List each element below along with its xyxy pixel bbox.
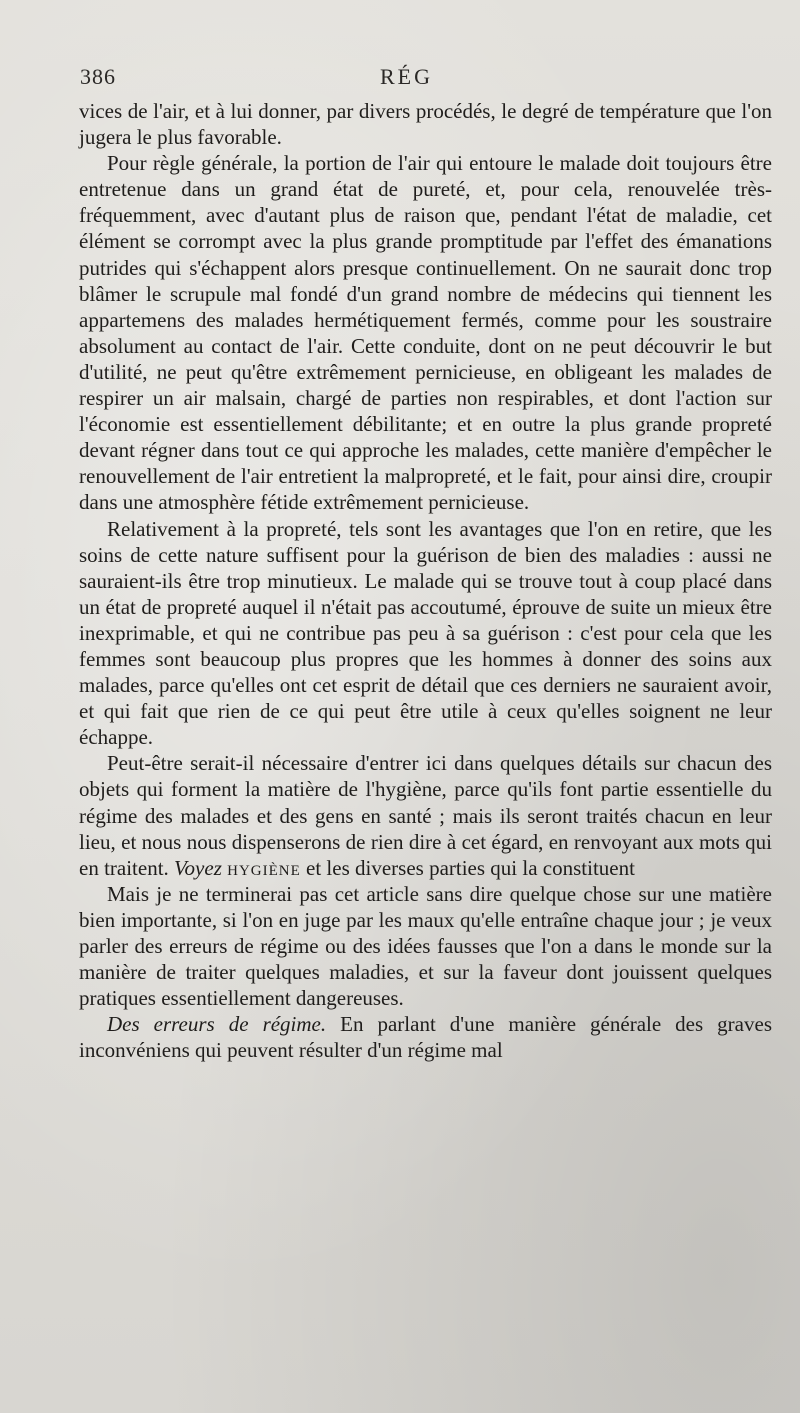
paragraph-6-text: En parlant d'une manière générale des graves inconvéniens qui peuvent résulter d'un régime mal [79, 1012, 772, 1063]
paragraph-6 [79, 1011, 772, 1063]
paragraph-4-text-after: et les diverses parties qui la constituent [300, 855, 635, 880]
running-head: RÉG [380, 64, 433, 89]
page-number: 386 [80, 64, 116, 89]
paragraph-4 [79, 750, 772, 880]
body-text [79, 98, 772, 1063]
section-heading: Des erreurs de régime. [107, 1012, 327, 1037]
paragraph-4-text-before: Peut-être serait-il nécessaire d'entrer ici dans quelques détails sur chacun des objets qui forment la matière de l'hygiène, parce qu'ils font partie essentielle du régime des malades et des gens en santé ; mais ils seront traités chacun en leur lieu, et nous nous dispenserons de rien dire à cet égard, en renvoyant aux mots qui en traitent. [79, 751, 772, 880]
paragraph-5: Mais je ne terminerai pas cet article sans dire quelque chose sur une matière bien importante, si l'on en juge par les maux qu'elle entraîne chaque jour ; je veux parler des erreurs de régime ou des idées fausses que l'on a dans le monde sur la manière de traiter quelques maladies, et sur la faveur dont jouissent quelques pratiques essentiellement dangereuses. [79, 881, 772, 1011]
paragraph-3: Relativement à la propreté, tels sont les avantages que l'on en retire, que les soins de cette nature suffisent pour la guérison de bien des maladies : aussi ne sauraient-ils être trop minutieux. Le malade qui se trouve tout à coup placé dans un état de propreté auquel il n'était pas accoutumé, éprouve de suite un mieux être inexprimable, et qui ne contribue pas peu à sa guérison : c'est pour cela que les femmes sont beaucoup plus propres que les hommes à donner des soins aux malades, parce qu'elles ont cet esprit de détail que ces derniers ne sauraient avoir, et qui fait que rien de ce qui peut être utile à ceux qu'elles soignent ne leur échappe. [79, 516, 772, 750]
page-header [80, 64, 740, 94]
hygiene-cross-reference: hygiène [227, 855, 301, 880]
paragraph-1: vices de l'air, et à lui donner, par divers procédés, le degré de température que l'on jugera le plus favorable. [79, 99, 772, 150]
paragraph-2: Pour règle générale, la portion de l'air qui entoure le malade doit toujours être entretenue dans un grand état de pureté, et, pour cela, renouvelée très-fréquemment, avec d'autant plus de raison que, pendant l'état de maladie, cet élément se corrompt avec la plus grande promptitude par l'effet des émanations putrides qui s'échappent alors presque continuellement. On ne saurait donc trop blâmer le scrupule mal fondé d'un grand nombre de médecins qui tiennent les appartemens des malades hermétiquement fermés, comme pour les soustraire absolument au contact de l'air. Cette conduite, dont on ne peut découvrir le but d'utilité, ne peut qu'être extrêmement pernicieuse, en obligeant les malades de respirer un air malsain, chargé de parties non respirables, et dont l'action sur l'économie est essentiellement débilitante; et en outre la plus grande propreté devant régner dans tout ce qui approche les malades, cette manière d'empêcher le renouvellement de l'air entretient la malpropreté, et le fait, pour ainsi dire, croupir dans une atmosphère fétide extrêmement pernicieuse. [79, 151, 772, 515]
voyez-reference: Voyez [174, 855, 222, 880]
